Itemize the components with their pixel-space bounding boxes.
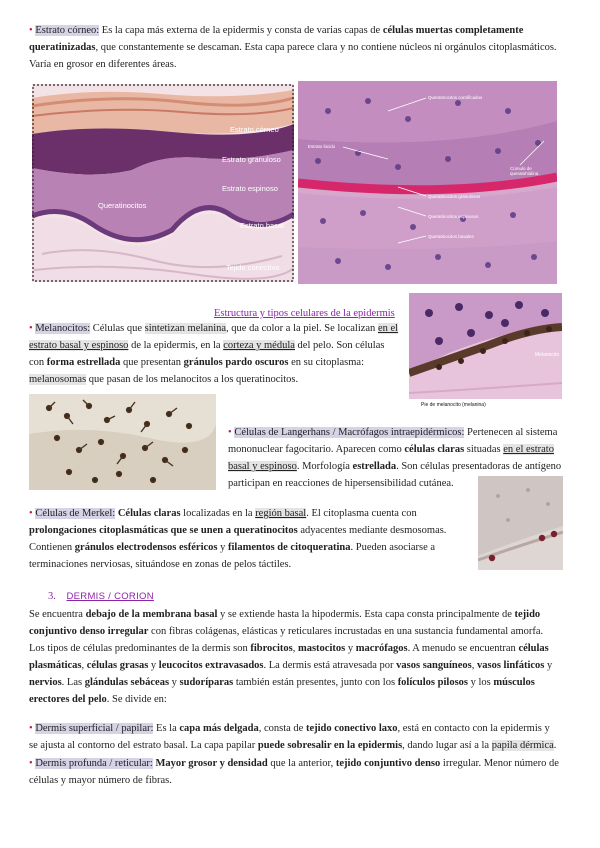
figure-merkel xyxy=(478,476,563,570)
label-cumulo-queratohialina: Cúmulo de queratohialina xyxy=(510,166,539,176)
figure-melanocitos xyxy=(409,293,562,409)
label-estrato-basal: Estrato basal xyxy=(240,221,284,230)
paragraph-dermis: Se encuentra debajo de la membrana basal y se extiende hasta la hipodermis. Esta capa consta principalmente de tejido conjuntivo denso irregular con fibras colágenas, elásticas y reticulares incrustadas en una sustancia fundamental amorfa. Los tipos de células predominantes de la dermis son fibrocitos, mastocitos y macrófagos. A menudo se encuentran células plasmáticas, células grasas y leucocitos extravasados. La dermis está atravesada por vasos sanguíneos, vasos linfáticos y nervios. Las glándulas sebáceas y sudoríparas también están presentes, junto con los folículos pilosos y los músculos erectores del pelo. Se divide en: xyxy=(29,609,553,705)
term-langerhans: Células de Langerhans / Macrófagos intraepidérmicos: xyxy=(234,427,465,438)
figure-langerhans xyxy=(29,394,216,490)
label-estrato-espinoso: Estrato espinoso xyxy=(222,184,278,193)
paragraph-dermis-papilar: • Dermis superficial / papilar: Es la capa más delgada, consta de tejido conectivo laxo, está en contacto con la epidermis y se ajusta al contorno del estrato basal. La capa papilar puede sobresalir en la epidermis, dando lugar así a la papila dérmica. xyxy=(29,723,557,751)
label-pie-melanocito: Pie de melanocito (melanina) xyxy=(421,402,486,408)
section-heading-dermis xyxy=(48,588,154,605)
paragraph-dermis-reticular: • Dermis profunda / reticular: Mayor grosor y densidad que la anterior, tejido conjuntivo denso irregular. Menor número de células y mayor número de fibras. xyxy=(29,758,559,786)
label-estrato-granuloso: Estrato granuloso xyxy=(222,155,281,164)
term-dermis-papilar: Dermis superficial / papilar: xyxy=(35,723,154,734)
label-estrato-corneo: Estrato córneo xyxy=(230,125,279,134)
figure-epidermis-layers xyxy=(32,84,294,282)
term-melanocitos: Melanocitos: xyxy=(35,323,91,334)
histology-image-merkel xyxy=(478,476,563,570)
histology-image-langerhans xyxy=(29,394,216,490)
label-estrato-lucido: Estrato lúcido xyxy=(308,144,336,149)
paragraph-estrato-corneo: • Estrato córneo: Es la capa más externa de la epidermis y consta de varias capas de células muertas completamente queratinizadas, que constantemente se descaman. Esta capa parece clara y no contiene núcleos ni orgánulos citoplasmáticos. Varía en grosor en diferentes áreas. xyxy=(29,25,557,70)
label-queratinocitos-cornificados: Queratinocitos cornificados xyxy=(428,95,483,100)
paragraph-langerhans: • Células de Langerhans / Macrófagos intraepidérmicos: Pertenecen al sistema mononuclear fagocitario. Aparecen como células claras situadas en el estrato basal y espinoso. Morfología estrellada. Son células presentadoras de antígeno participan en reacciones de hipersensibilidad cutánea. xyxy=(228,427,562,489)
term-dermis-reticular: Dermis profunda / reticular: xyxy=(35,758,153,769)
figure-epidermis-cells xyxy=(298,81,557,284)
label-queratinocitos-basales: Queratinocitos basales xyxy=(428,234,474,239)
label-queratinocitos-granulosos: Queratinocitos granulosos xyxy=(428,194,481,199)
term-merkel: Células de Merkel: xyxy=(35,508,116,519)
label-melanocito: Melanocito xyxy=(535,352,560,358)
label-queratinocitos-espinosos: Queratinocitos espinosos xyxy=(428,214,479,219)
section-title: DERMIS / CORION xyxy=(66,591,154,602)
paragraph-melanocitos: • Melanocitos: Células que sintetizan melanina, que da color a la piel. Se localizan en el estrato basal y espinoso de la epidermis, en la corteza y médula del pelo. Son células con forma estrellada que presentan gránulos pardo oscuros en su citoplasma: melanosomas que pasan de los melanocitos a los queratinocitos. xyxy=(29,323,399,385)
figure-caption: Estructura y tipos celulares de la epidermis xyxy=(214,308,395,319)
histology-image-cells xyxy=(298,81,557,284)
paragraph-merkel: • Células de Merkel: Células claras localizadas en la región basal. El citoplasma cuenta con prolongaciones citoplasmáticas que se unen a queratinocitos adyacentes mediante desmosomas. Contienen gránulos electrodensos esféricos y filamentos de citoqueratina. Pueden asociarse a terminaciones nerviosas, situándose en zonas de pelos táctiles. xyxy=(29,508,447,570)
label-queratinocitos: Queratinocitos xyxy=(98,201,147,210)
section-number: 3. xyxy=(48,591,56,602)
bullet: • xyxy=(29,25,33,36)
label-tejido-conectivo: Tejido conectivo xyxy=(226,263,280,272)
term-estrato-corneo: Estrato córneo: xyxy=(35,25,100,36)
